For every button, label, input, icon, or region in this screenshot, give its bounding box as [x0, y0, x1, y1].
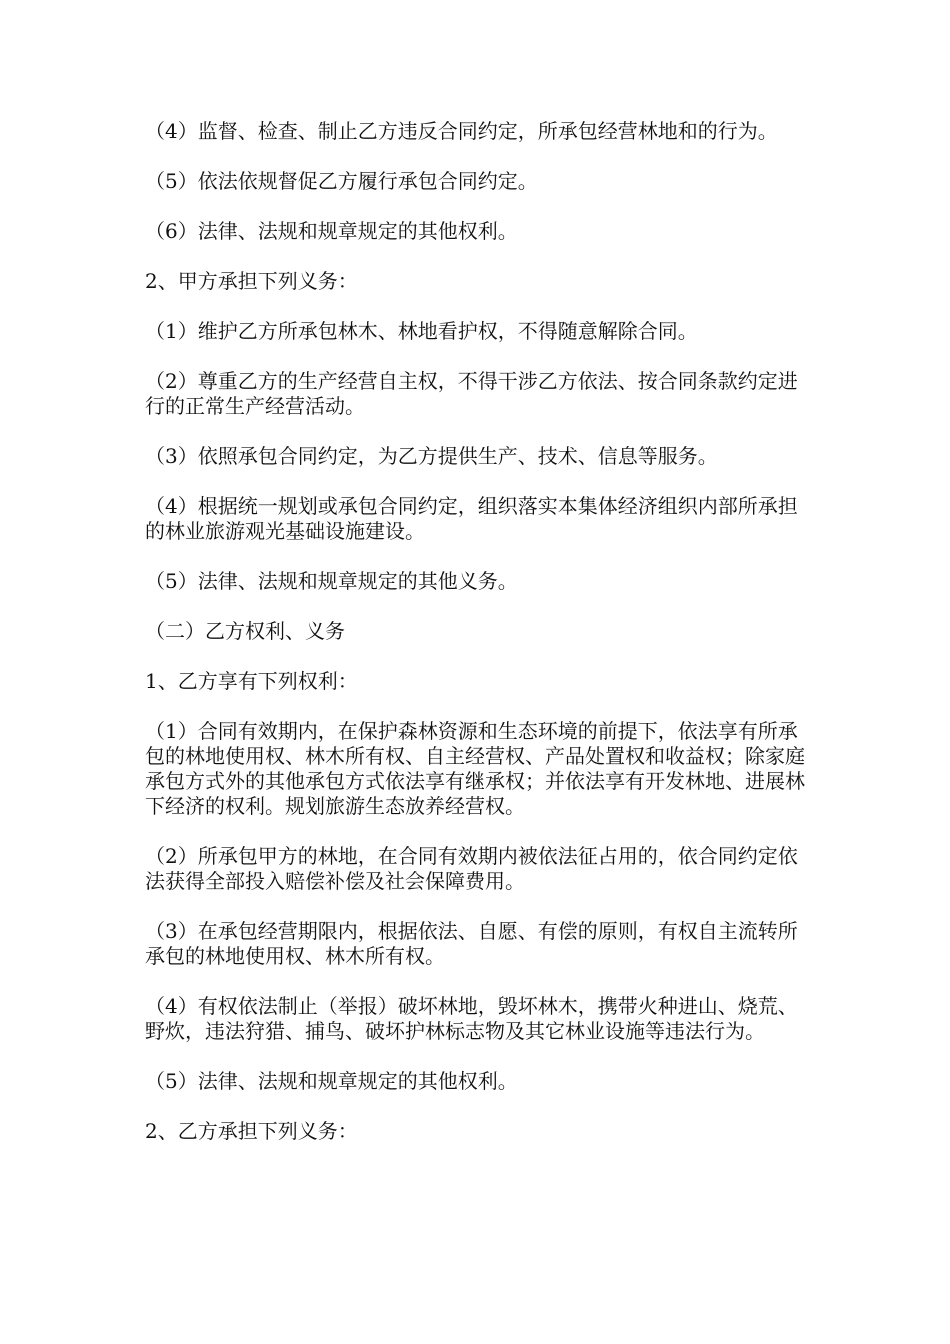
- section-heading-party-a-obligations: 2、甲方承担下列义务：: [145, 269, 358, 293]
- paragraph-infrastructure: （4）根据统一规划或承包合同约定，组织落实本集体经济组织内部所承担的林业旅游观光基础设施建设。: [145, 494, 798, 543]
- paragraph-maintain-rights: （1）维护乙方所承包林木、林地看护权，不得随意解除合同。: [145, 319, 698, 343]
- paragraph-transfer-rights: （3）在承包经营期限内，根据依法、自愿、有偿的原则，有权自主流转所承包的林地使用权、林木所有权。: [145, 919, 798, 968]
- section-heading-party-b-obligations: 2、乙方承担下列义务：: [145, 1119, 358, 1143]
- section-heading-party-b-rights: 1、乙方享有下列权利：: [145, 669, 358, 693]
- paragraph-other-rights-b: （5）法律、法规和规章规定的其他权利。: [145, 1069, 518, 1093]
- paragraph-provide-services: （3）依照承包合同约定，为乙方提供生产、技术、信息等服务。: [145, 444, 718, 468]
- paragraph-usage-rights: （1）合同有效期内，在保护森林资源和生态环境的前提下，依法享有所承包的林地使用权、林木所有权、自主经营权、产品处置权和收益权；除家庭承包方式外的其他承包方式依法享有继承权；并依法享有开发林地、进展林下经济的权利。规划旅游生态放养经营权。: [145, 719, 805, 818]
- paragraph-other-obligations-a: （5）法律、法规和规章规定的其他义务。: [145, 569, 518, 593]
- paragraph-supervise-check: （4）监督、检查、制止乙方违反合同约定，所承包经营林地和的行为。: [145, 119, 778, 143]
- paragraph-compensation: （2）所承包甲方的林地，在合同有效期内被依法征占用的，依合同约定依法获得全部投入赔偿补偿及社会保障费用。: [145, 844, 798, 893]
- paragraph-stop-violations: （4）有权依法制止（举报）破坏林地，毁坏林木，携带火种进山、烧荒、野炊，违法狩猎、捕鸟、破坏护林标志物及其它林业设施等违法行为。: [145, 994, 798, 1043]
- document-body: [145, 119, 810, 1169]
- paragraph-respect-autonomy: （2）尊重乙方的生产经营自主权，不得干涉乙方依法、按合同条款约定进行的正常生产经营活动。: [145, 369, 798, 418]
- paragraph-other-rights-a: （6）法律、法规和规章规定的其他权利。: [145, 219, 518, 243]
- paragraph-urge-performance: （5）依法依规督促乙方履行承包合同约定。: [145, 169, 538, 193]
- section-heading-party-b: （二）乙方权利、义务: [145, 619, 345, 643]
